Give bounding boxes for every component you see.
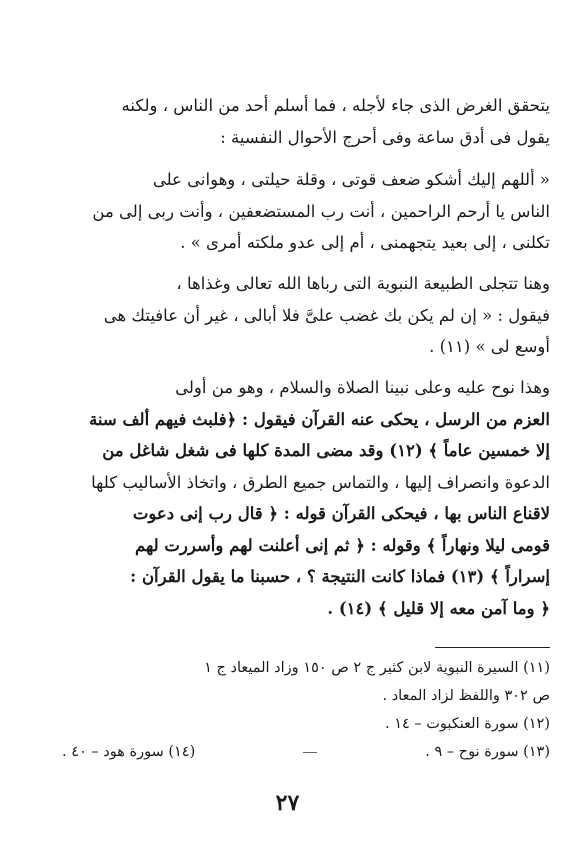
text-line: « أللهم إليك أشكو ضعف قوتى ، وقلة حيلتى ، وهوانى على	[152, 170, 550, 189]
page-number: ٢٧	[275, 790, 300, 816]
text-line: إلا خمسين عاماً ﴾ (١٢) وقد مضى المدة كلها فى شغل شاغل من	[102, 441, 550, 460]
divider-dash	[303, 752, 317, 753]
text-line: إسراراً ﴾ (١٣) فماذا كانت النتيجة ؟ ، حسبنا ما يقول القرآن :	[130, 567, 550, 586]
text-line: الناس يا أرحم الراحمين ، أنت رب المستضعفين ، وأنت ربى إلى من	[92, 201, 550, 221]
footnote-13: (١٣) سورة نوح – ٩ .	[425, 744, 550, 760]
footnote-12: (١٢) سورة العنكبوت – ١٤ .	[385, 716, 550, 732]
footnotes	[62, 654, 550, 766]
paragraph-1	[62, 90, 550, 153]
text-line: العزم من الرسل ، يحكى عنه القرآن فيقول : ﴿فلبث فيهم ألف سنة	[89, 409, 550, 429]
text-line: أوسع لى » (١١) .	[429, 337, 550, 356]
footnote-11: (١١) السيرة النبوية لابن كثير ج ٢ ص ١٥٠ وزاد الميعاد ج ١	[204, 660, 550, 676]
footnote-row	[62, 738, 550, 766]
text-line: يقول فى أدق ساعة وفى أحرج الأحوال النفسية :	[220, 127, 550, 147]
text-line: ﴿ وما آمن معه إلا قليل ﴾ (١٤) .	[327, 598, 550, 618]
text-line: الدعوة وانصراف إليها ، والتماس جميع الطرق ، واتخاذ الأساليب كلها	[91, 472, 550, 492]
text-line: وهنا تتجلى الطبيعة النبوية التى رباها الله تعالى وغذاها ،	[176, 274, 550, 293]
paragraph-2	[62, 164, 550, 259]
text-line: تكلنى ، إلى بعيد يتجهمنى ، أم إلى عدو ملكته أمرى » .	[180, 233, 550, 252]
text-line: قومى ليلا ونهاراً ﴾ وقوله : ﴿ ثم إنى أعلنت لهم وأسررت لهم	[135, 535, 550, 555]
footnote-divider	[435, 647, 550, 648]
footnote-14: (١٤) سورة هود – ٤٠ .	[62, 744, 196, 760]
text-line: وهذا نوح عليه وعلى نبينا الصلاة والسلام ، وهو من أولى	[175, 378, 550, 397]
text-line: فيقول : « إن لم يكن بك غضب علىَّ فلا أبالى ، غير أن عافيتك هى	[103, 305, 550, 325]
paragraph-3	[62, 268, 550, 363]
footnote-11-continued: ص ٣٠٢ واللفظ لزاد المعاد .	[382, 688, 550, 704]
text-line: يتحقق الغرض الذى جاء لأجله ، فما أسلم أحد من الناس ، ولكنه	[121, 96, 550, 115]
text-line: لاقناع الناس بها ، فيحكى القرآن قوله : ﴿ قال رب إنى دعوت	[132, 504, 550, 523]
paragraph-4	[62, 372, 550, 624]
